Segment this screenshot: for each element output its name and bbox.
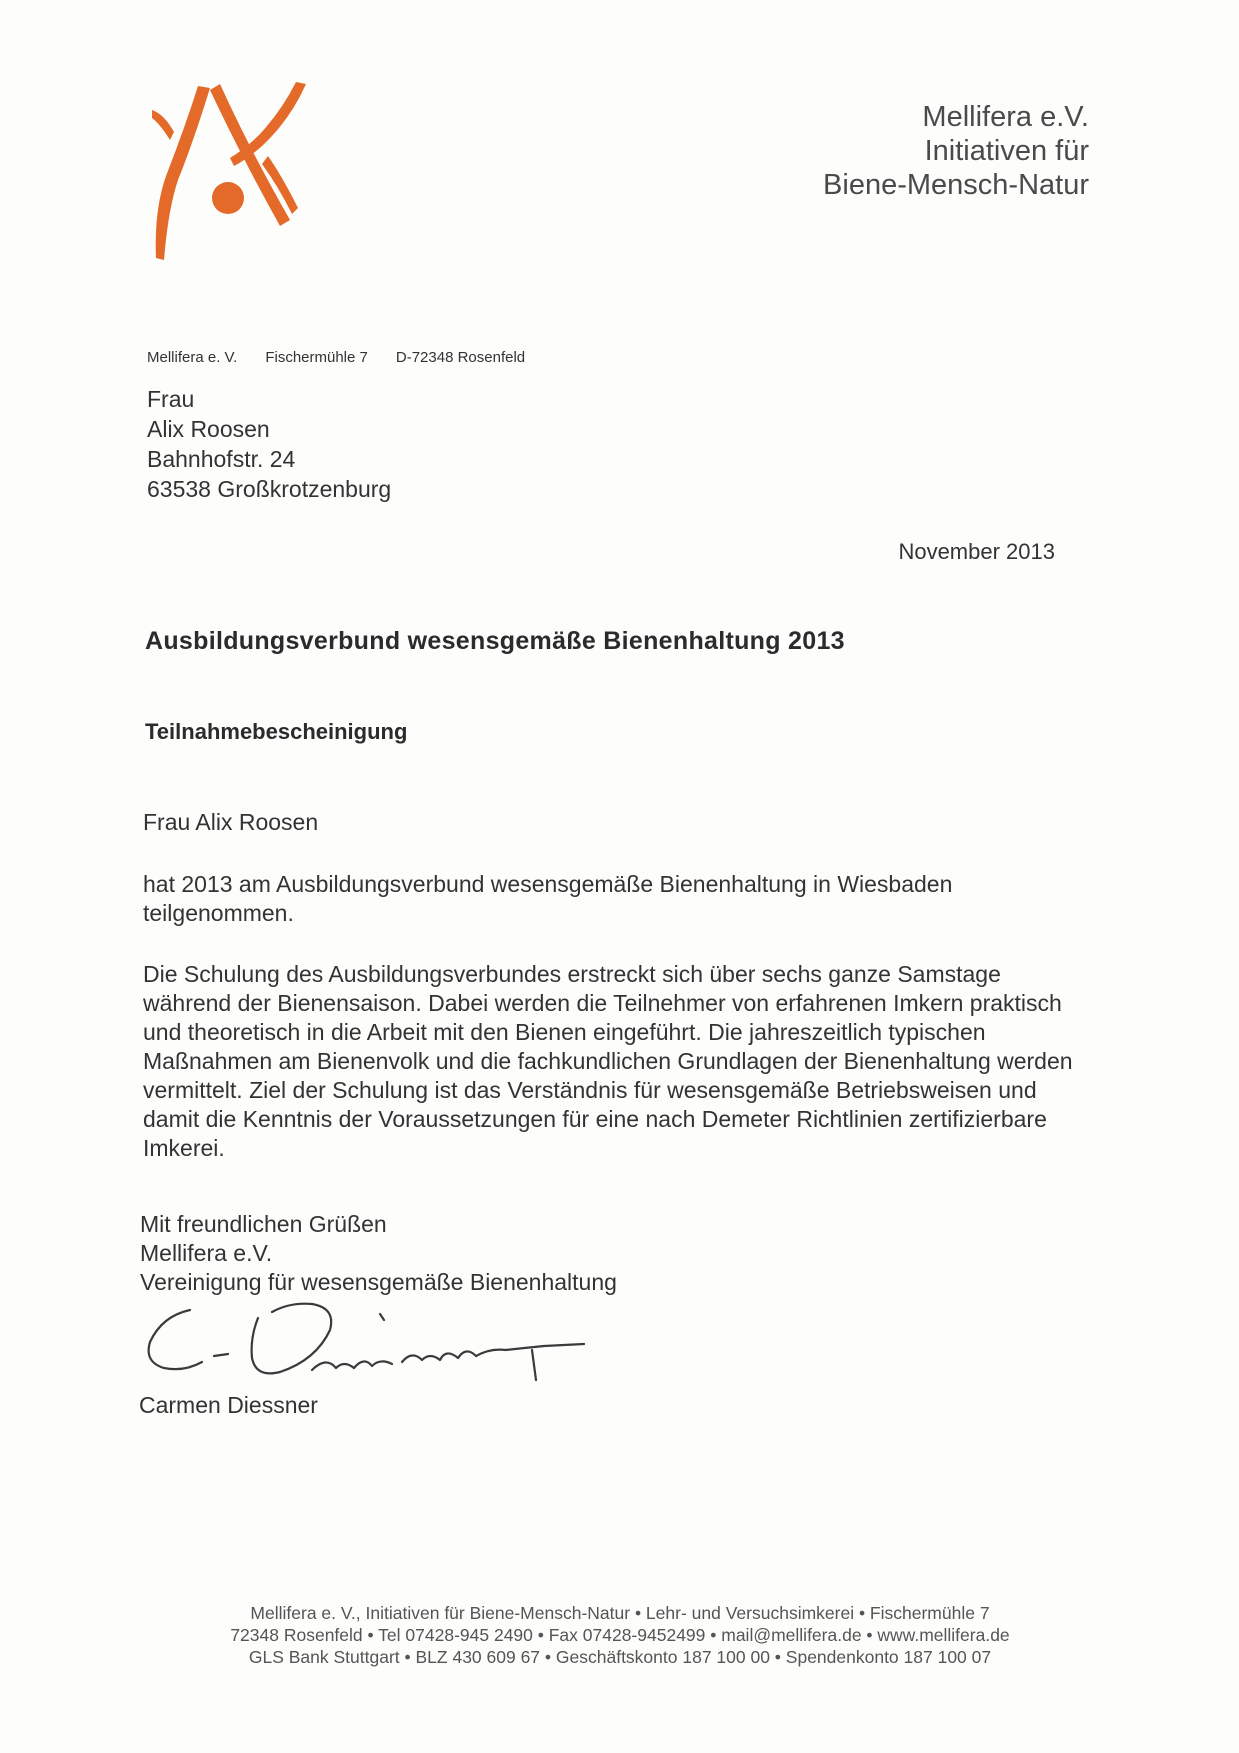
mellifera-logo-icon: [150, 80, 330, 270]
letter-footer: [150, 1602, 1090, 1668]
sender-street: Fischermühle 7: [265, 349, 368, 366]
letter-title: Ausbildungsverbund wesensgemäße Bienenhaltung 2013: [145, 627, 845, 655]
org-tagline-1: Initiativen für: [924, 135, 1089, 167]
closing-greeting: Mit freundlichen Grüßen: [140, 1211, 387, 1237]
closing-org: Mellifera e.V.: [140, 1240, 273, 1266]
letter-subtitle: Teilnahmebescheinigung: [145, 719, 408, 744]
handwritten-signature-icon: [140, 1298, 600, 1394]
sender-address-line: [147, 349, 553, 366]
org-name: Mellifera e.V.: [922, 101, 1089, 133]
participant-name: Frau Alix Roosen: [143, 809, 319, 835]
recipient-salutation: Frau: [147, 386, 195, 412]
signer-name: Carmen Diessner: [139, 1392, 318, 1418]
closing-org-subtitle: Vereinigung für wesensgemäße Bienenhaltung: [140, 1269, 617, 1295]
footer-line-2: 72348 Rosenfeld • Tel 07428-945 2490 • Fax 07428-9452499 • mail@mellifera.de • www.mellifera.de: [230, 1625, 1010, 1645]
footer-line-1: Mellifera e. V., Initiativen für Biene-Mensch-Natur • Lehr- und Versuchsimkerei • Fischermühle 7: [250, 1603, 990, 1623]
org-tagline-2: Biene-Mensch-Natur: [823, 169, 1089, 201]
recipient-address: [147, 384, 391, 504]
recipient-street: Bahnhofstr. 24: [147, 446, 296, 472]
organization-header: [823, 100, 1089, 202]
letter-date: November 2013: [898, 539, 1055, 564]
body-paragraph-1: hat 2013 am Ausbildungsverbund wesensgemäße Bienenhaltung in Wiesbaden teilgenommen.: [143, 871, 953, 926]
footer-line-3: GLS Bank Stuttgart • BLZ 430 609 67 • Geschäftskonto 187 100 00 • Spendenkonto 187 100 07: [248, 1647, 992, 1667]
recipient-name: Alix Roosen: [147, 416, 270, 442]
sender-name: Mellifera e. V.: [147, 349, 238, 366]
sender-city: D-72348 Rosenfeld: [395, 349, 526, 366]
recipient-city: 63538 Großkrotzenburg: [147, 476, 392, 502]
body-paragraph-2: Die Schulung des Ausbildungsverbundes erstreckt sich über sechs ganze Samstage während der Bienensaison. Dabei werden die Teilnehmer von erfahrenen Imkern praktisch und theoretisch in die Arbeit mit den Bienen eingeführt. Die jahreszeitlich typischen Maßnahmen am Bienenvolk und die fachkundlichen Grundlagen der Bienenhaltung werden vermittelt. Ziel der Schulung ist das Verständnis für wesensgemäße Betriebsweisen und damit die Kenntnis der Voraussetzungen für eine nach Demeter Richtlinien zertifizierbare Imkerei.: [143, 961, 1073, 1161]
closing-block: [140, 1210, 617, 1297]
